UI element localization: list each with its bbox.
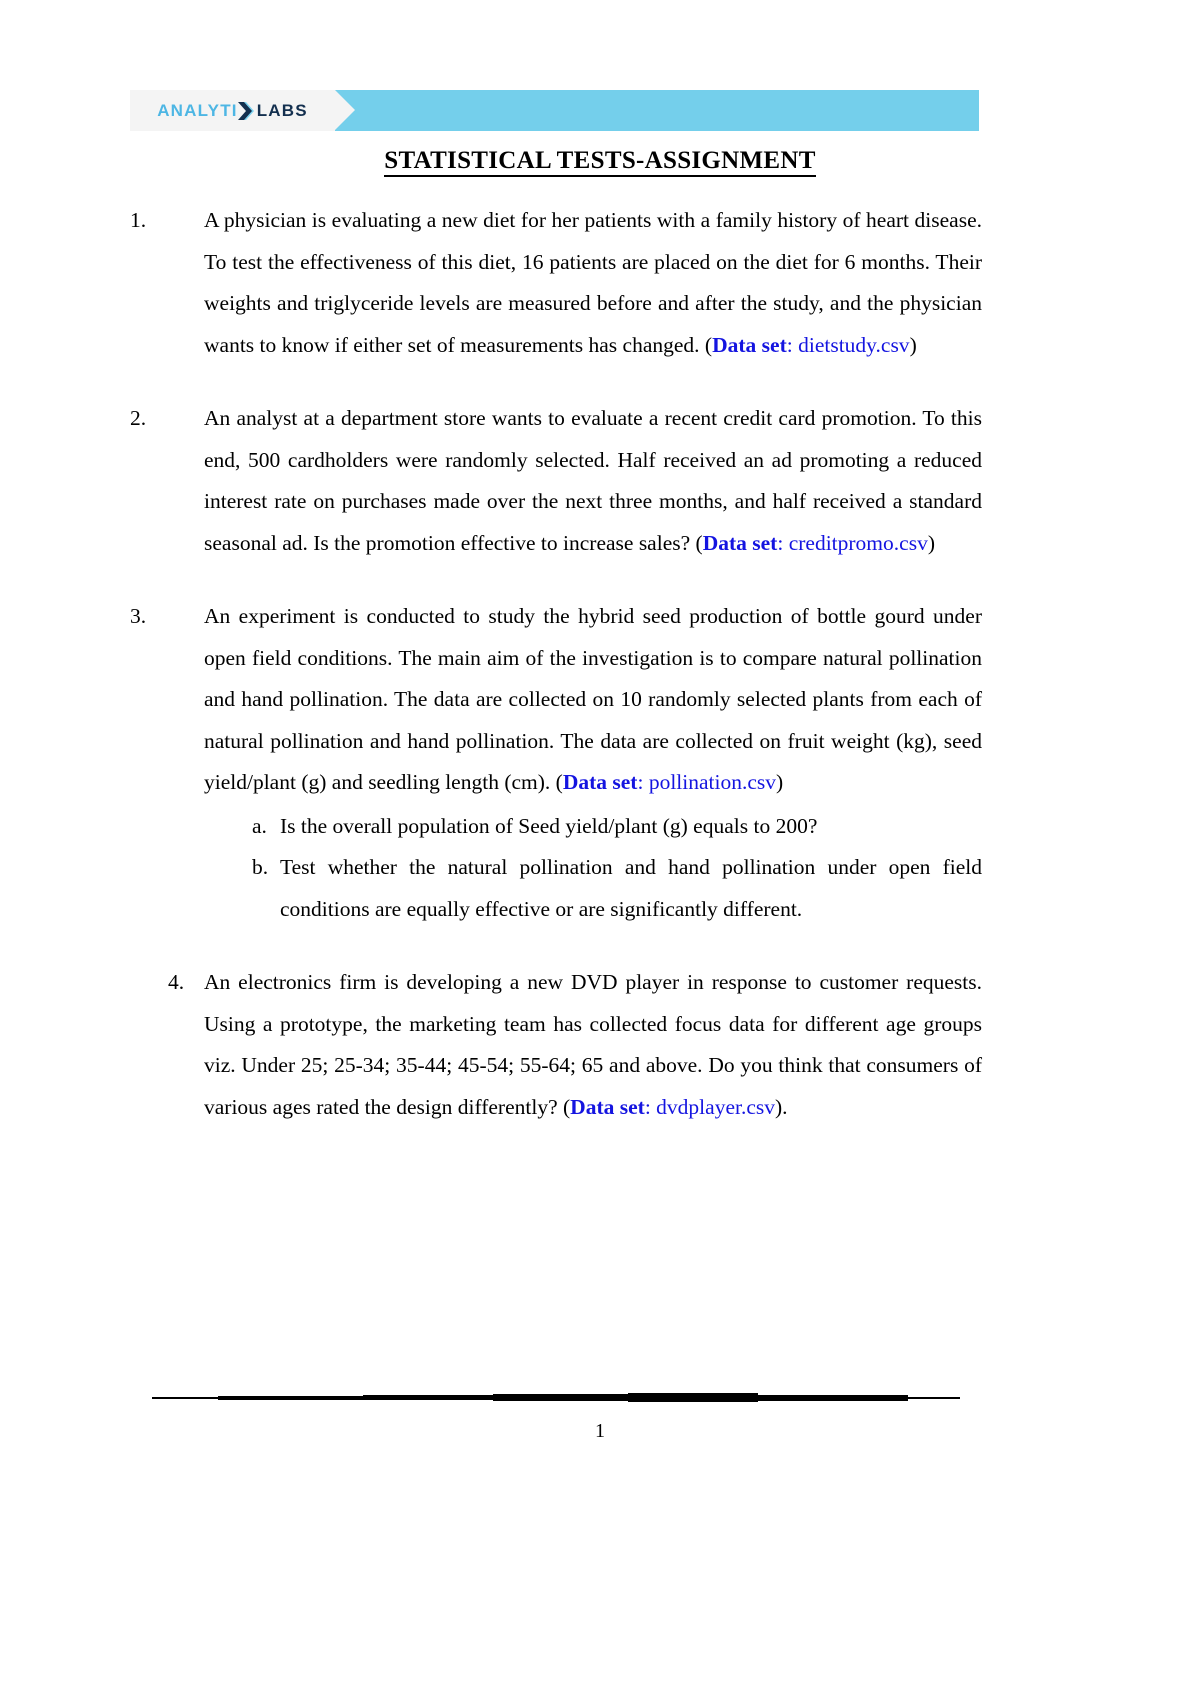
dataset-filename: dietstudy.csv (798, 332, 910, 357)
sub-list (204, 806, 982, 931)
dataset-label: Data set (570, 1094, 645, 1119)
item-number: 1. (130, 208, 147, 232)
list-item (130, 596, 982, 930)
item-question-text: A physician is evaluating a new diet for her patients with a family history of heart disease. To test the effectiveness of this diet, 16 patients are placed on the diet for 6 months. Their weights and triglyceride levels are measured before and after the study, and the physician wants to know if either set of measurements has changed. ( (204, 208, 982, 357)
logo-x-icon (236, 100, 258, 122)
item-question-text: An electronics firm is developing a new DVD player in response to customer requests. Using a prototype, the marketing team has collected focus data for different age groups viz. Under 25; 25-34; 35-44; 45-54; 55-64; 65 and above. Do you think that consumers of various ages rated the design differently? ( (204, 970, 982, 1119)
item-text-after: ) (909, 332, 917, 357)
list-item (130, 200, 982, 366)
item-text-after: ) (776, 770, 784, 794)
footer-divider (152, 1392, 960, 1404)
sub-item-marker: b. (252, 855, 269, 879)
page-number: 1 (595, 1420, 605, 1442)
sub-item-marker: a. (252, 813, 267, 838)
footer-divider-segment (363, 1395, 493, 1400)
list-item (130, 398, 982, 564)
item-text-after: ). (775, 1094, 788, 1119)
list-item (130, 962, 982, 1128)
analytixlabs-logo (157, 100, 308, 122)
item-text (204, 398, 982, 564)
sub-list-item (252, 806, 982, 848)
sub-list-item (252, 847, 982, 930)
logo-text-right: LABS (256, 101, 308, 120)
footer-divider-segment (628, 1393, 758, 1402)
dataset-separator: : (777, 530, 789, 555)
item-question-text: An experiment is conducted to study the hybrid seed production of bottle gourd under open field conditions. The main aim of the investigation is to compare natural pollination and hand pollination. The data are collected on 10 randomly selected plants from each of natural pollination and hand pollination. The data are collected on fruit weight (kg), seed yield/plant (g) and seedling length (cm). ( (204, 604, 982, 794)
page-header-banner (130, 90, 979, 131)
footer-divider-segment (152, 1397, 218, 1399)
dataset-filename: pollination.csv (648, 770, 777, 794)
dataset-separator: : (637, 770, 649, 794)
item-question-text: An analyst at a department store wants to evaluate a recent credit card promotion. To this end, 500 cardholders were randomly selected. Half received an ad promoting a reduced interest rate on purchases made over the next three months, and half received a standard seasonal ad. Is the promotion effective to increase sales? ( (204, 406, 982, 555)
dataset-label: Data set (562, 770, 638, 794)
dataset-separator: : (644, 1094, 657, 1119)
footer-divider-segment (493, 1394, 628, 1401)
sub-item-text: Test whether the natural pollination and hand pollination under open field conditions are equally effective or are significantly different. (280, 855, 982, 921)
sub-item-text: Is the overall population of Seed yield/plant (g) equals to 200? (280, 813, 818, 838)
dataset-separator: : (786, 332, 799, 357)
item-text (204, 596, 982, 930)
dataset-label: Data set (712, 332, 787, 357)
dataset-filename: dvdplayer.csv (656, 1094, 775, 1119)
logo-plate (130, 90, 335, 131)
dataset-annotation (712, 333, 909, 357)
dataset-annotation (570, 1095, 775, 1119)
page-title-text: STATISTICAL TESTS-ASSIGNMENT (384, 147, 815, 177)
dataset-label: Data set (702, 530, 778, 555)
item-number: 4. (168, 970, 185, 994)
item-text (204, 962, 982, 1128)
dataset-annotation (703, 531, 928, 555)
footer-divider-segment (218, 1396, 363, 1400)
assignment-body (130, 200, 982, 1160)
footer-divider-segment (908, 1397, 960, 1399)
item-text-after: ) (927, 530, 935, 555)
dataset-annotation (563, 770, 776, 794)
dataset-filename: creditpromo.csv (788, 530, 928, 555)
item-number: 3. (130, 604, 147, 628)
item-text (204, 200, 982, 366)
page-title (0, 147, 1200, 175)
item-number: 2. (130, 406, 147, 430)
footer-divider-segment (758, 1395, 908, 1401)
logo-text-left: ANALYTI (157, 101, 238, 120)
